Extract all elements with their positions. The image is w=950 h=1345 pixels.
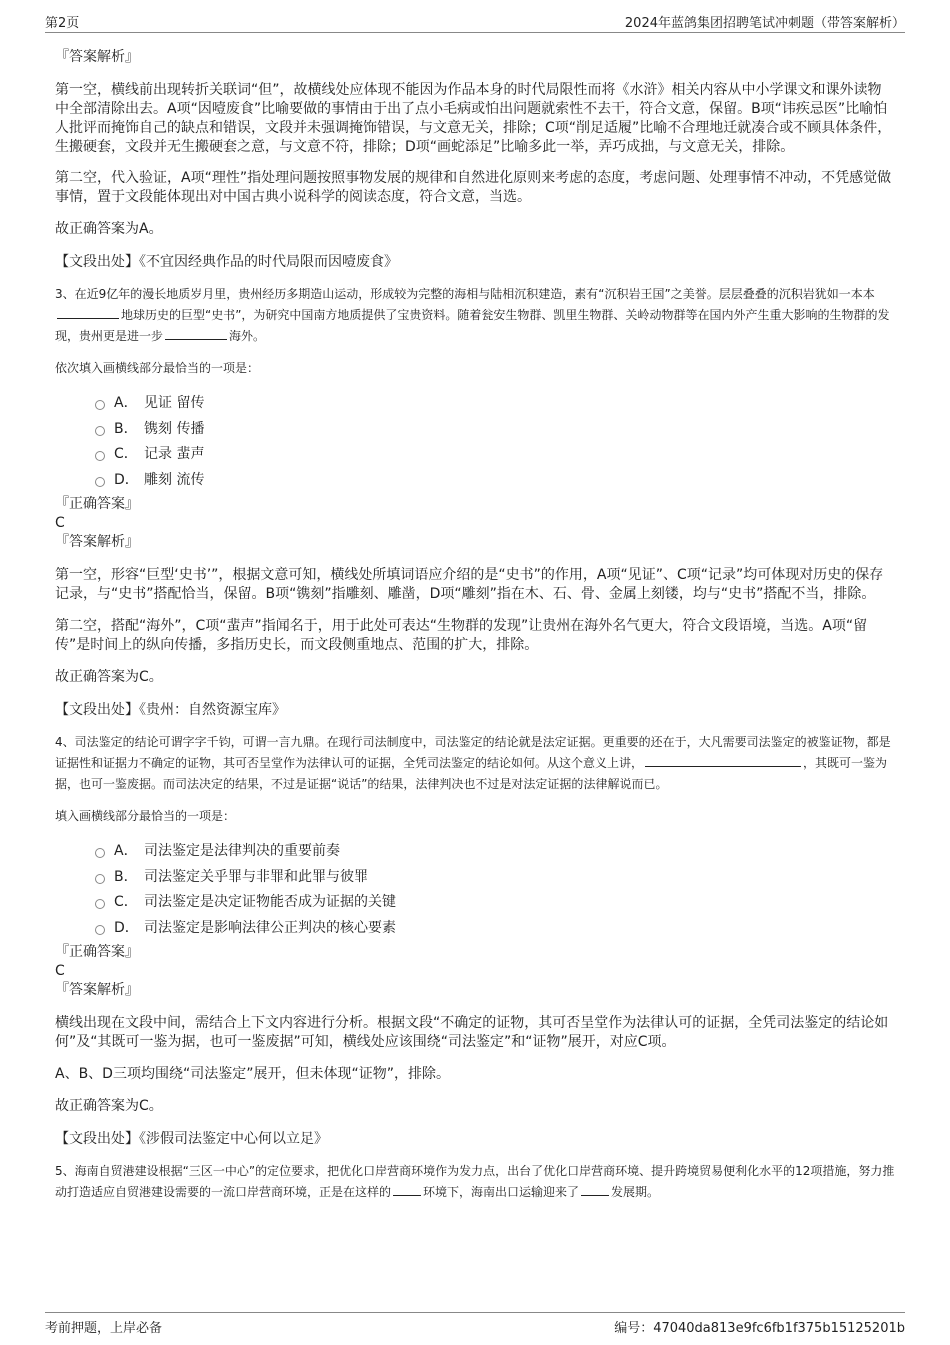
option-b[interactable]: B． 司法鉴定关乎罪与非罪和此罪与彼罪	[95, 865, 895, 891]
analysis-paragraph: 第一空，形容“巨型‘史书’”，根据文意可知，横线处所填词语应介绍的是“史书”的作用，A项“见证”、C项“记录”均可体现对历史的保存记录，与“史书”搭配恰当，保留。B项“镌刻”指雕刻、雕凿，D项“雕刻”指在木、石、骨、金属上刻镂，均与“史书”搭配不当，排除。	[55, 567, 884, 602]
analysis-label: 『答案解析』	[55, 534, 139, 550]
answer-blank	[581, 1182, 609, 1196]
radio-icon[interactable]	[95, 451, 105, 461]
option-a[interactable]: A． 见证 留传	[95, 391, 895, 417]
document-id: 编号：47040da813e9fc6fb1f375b15125201b	[614, 1321, 905, 1336]
footer-slogan: 考前押题，上岸必备	[45, 1321, 163, 1336]
analysis-paragraph: 第二空，代入验证，A项“理性”指处理问题按照事物发展的规律和自然进化原则来考虑的态度，考虑问题、处理事情不冲动，不凭感觉做事情，置于文段能体现出对中国古典小说科学的阅读态度，符合文意，当选。	[55, 170, 892, 205]
question-3-options	[55, 391, 895, 493]
analysis-paragraph: 横线出现在文段中间，需结合上下文内容进行分析。根据文段“不确定的证物，其可否呈堂作为法律认可的证据，全凭司法鉴定的结论如何”及“其既可一鉴为据，也可一鉴废据”可知，横线处应该围绕“司法鉴定”和“证物”展开，对应C项。	[55, 1015, 889, 1050]
radio-icon[interactable]	[95, 899, 105, 909]
analysis-paragraph: A、B、D三项均围绕“司法鉴定”展开，但未体现“证物”，排除。	[55, 1066, 450, 1082]
answer-label: 『正确答案』	[55, 944, 139, 960]
radio-icon[interactable]	[95, 400, 105, 410]
answer-label: 『正确答案』	[55, 496, 139, 512]
source-citation: 【文段出处】《贵州：自然资源宝库》	[55, 702, 286, 718]
source-citation: 【文段出处】《不宜因经典作品的时代局限而因噎废食》	[55, 254, 398, 270]
correct-answer: C	[55, 963, 65, 979]
page-footer	[45, 1312, 905, 1335]
radio-icon[interactable]	[95, 426, 105, 436]
answer-blank	[393, 1182, 421, 1196]
page-header	[45, 10, 905, 33]
question-4-options	[55, 839, 895, 941]
correct-answer: C	[55, 515, 65, 531]
analysis-label: 『答案解析』	[55, 982, 139, 998]
answer-blank	[57, 305, 119, 319]
option-a[interactable]: A． 司法鉴定是法律判决的重要前奏	[95, 839, 895, 865]
conclusion: 故正确答案为C。	[55, 1098, 163, 1114]
radio-icon[interactable]	[95, 477, 105, 487]
question-prompt: 依次填入画横线部分最恰当的一项是：	[55, 361, 260, 375]
option-b[interactable]: B． 镌刻 传播	[95, 417, 895, 443]
question-5-text: 5、海南自贸港建设根据“三区一中心”的定位要求，把优化口岸营商环境作为发力点，出台了优化口岸营商环境、提升跨境贸易便利化水平的12项措施，努力推动打造适应自贸港建设需要的一流口岸营商环境，正是在这样的 环境下，海南出口运输迎来了 发展期。	[55, 1164, 895, 1199]
page-number: 第2页	[45, 16, 80, 31]
analysis-label: 『答案解析』	[55, 49, 139, 65]
analysis-paragraph: 第一空，横线前出现转折关联词“但”，故横线处应体现不能因为作品本身的时代局限性而将《水浒》相关内容从中小学课文和课外读物中全部清除出去。A项“因噎废食”比喻要做的事情由于出了点小毛病或怕出问题就索性不去干，符合文意，保留。B项“讳疾忌医”比喻怕人批评而掩饰自己的缺点和错误，文段并未强调掩饰错误，与文意无关，排除；C项“削足适履”比喻不合理地迁就凑合或不顾具体条件，生搬硬套，文段并无生搬硬套之意，与文意不符，排除；D项“画蛇添足”比喻多此一举，弄巧成拙，与文意无关，排除。	[55, 82, 892, 155]
analysis-paragraph: 第二空，搭配“海外”，C项“蜚声”指闻名于，用于此处可表达“生物群的发现”让贵州在海外名气更大，符合文段语境，当选。A项“留传”是时间上的纵向传播，多指历史长，而文段侧重地点、范围的扩大，排除。	[55, 618, 868, 653]
conclusion: 故正确答案为C。	[55, 669, 163, 685]
document-title: 2024年蓝鸽集团招聘笔试冲刺题（带答案解析）	[624, 16, 905, 31]
option-d[interactable]: D． 司法鉴定是影响法律公正判决的核心要素	[95, 916, 895, 942]
document-body	[55, 40, 895, 1203]
option-d[interactable]: D． 雕刻 流传	[95, 468, 895, 494]
question-3-text: 3、在近9亿年的漫长地质岁月里，贵州经历多期造山运动，形成较为完整的海相与陆相沉积建造，素有“沉积岩王国”之美誉。层层叠叠的沉积岩犹如一本本地球历史的巨型“史书”，为研究中国南方地质提供了宝贵资料。随着瓮安生物群、凯里生物群、关岭动物群等在国内外产生重大影响的生物群的发现，贵州更是进一步 海外。	[55, 287, 890, 343]
answer-blank	[645, 753, 801, 767]
radio-icon[interactable]	[95, 925, 105, 935]
conclusion: 故正确答案为A。	[55, 221, 163, 237]
radio-icon[interactable]	[95, 848, 105, 858]
question-prompt: 填入画横线部分最恰当的一项是：	[55, 809, 236, 823]
option-c[interactable]: C． 记录 蜚声	[95, 442, 895, 468]
source-citation: 【文段出处】《涉假司法鉴定中心何以立足》	[55, 1131, 328, 1147]
question-4-text: 4、司法鉴定的结论可谓字字千钧，可谓一言九鼎。在现行司法制度中，司法鉴定的结论就是法定证据。更重要的还在于，大凡需要司法鉴定的被鉴证物，都是证据性和证据力不确定的证物，其可否呈堂作为法律认可的证据，全凭司法鉴定的结论如何。从这个意义上讲， ，其既可一鉴为据，也可一鉴废据。而司法决定的结果，不过是证据“说话”的结果，法律判决也不过是对法定证据的法律解说而已。	[55, 735, 891, 791]
option-c[interactable]: C． 司法鉴定是决定证物能否成为证据的关键	[95, 890, 895, 916]
answer-blank	[165, 326, 227, 340]
radio-icon[interactable]	[95, 874, 105, 884]
